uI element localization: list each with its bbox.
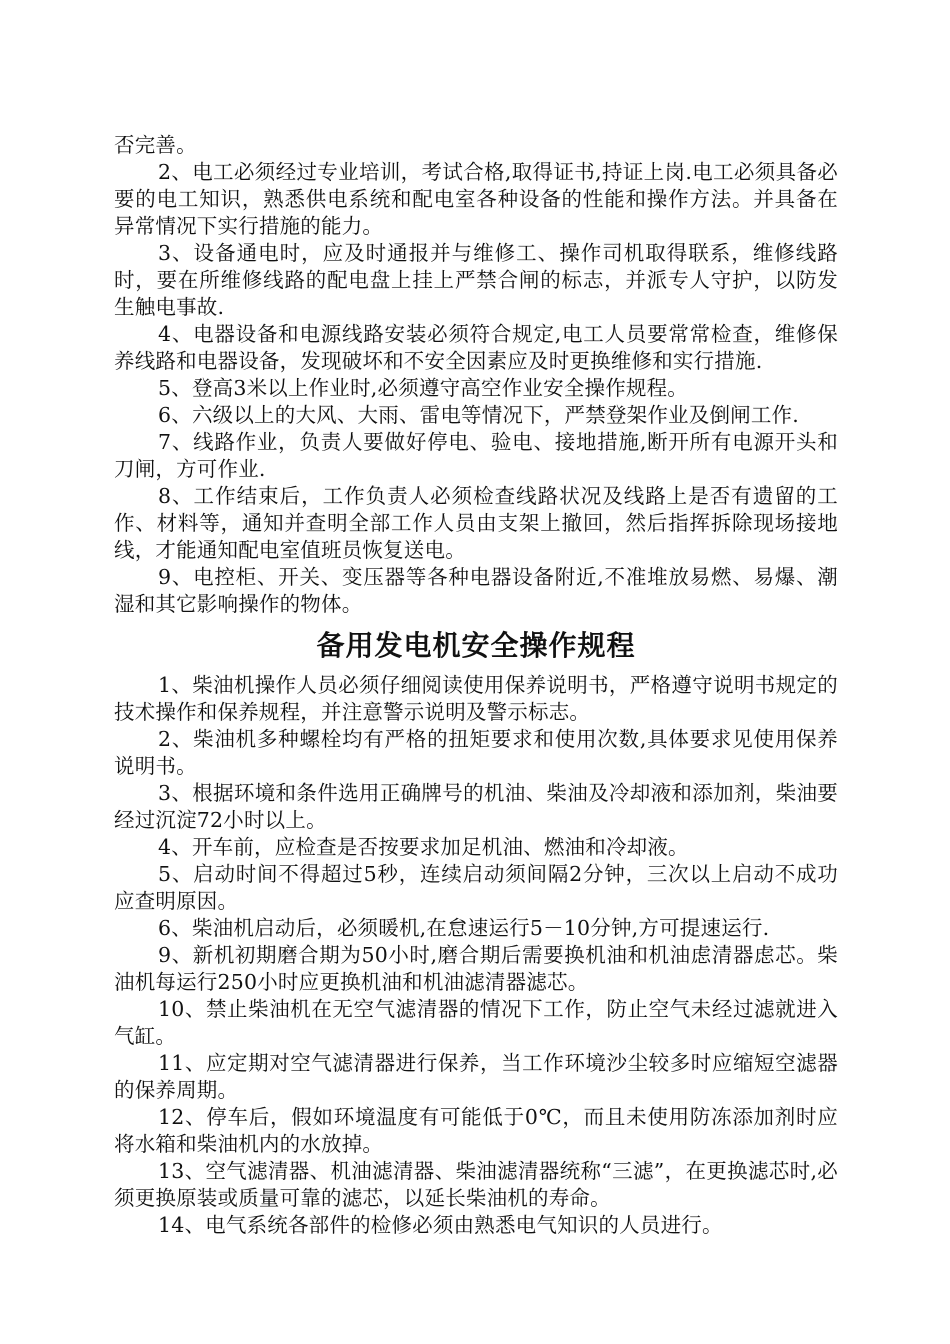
rule-item: 13、空气滤清器、机油滤清器、柴油滤清器统称“三滤”，在更换滤芯时,必须更换原装或质量可靠的滤芯，以延长柴油机的寿命。 bbox=[114, 1159, 838, 1210]
rule-item: 12、停车后，假如环境温度有可能低于0℃，而且未使用防冻添加剂时应将水箱和柴油机内的水放掉。 bbox=[114, 1105, 838, 1156]
rule-item: 4、开车前，应检查是否按要求加足机油、燃油和冷却液。 bbox=[158, 835, 689, 859]
rule-item: 7、线路作业，负责人要做好停电、验电、接地措施,断开所有电源开头和刀闸，方可作业. bbox=[114, 430, 838, 481]
document-body bbox=[114, 132, 838, 1239]
rule-item: 9、新机初期磨合期为50小时,磨合期后需要换机油和机油虑清器虑芯。柴油机每运行250小时应更换机油和机油滤清器滤芯。 bbox=[114, 943, 838, 994]
rule-item: 11、应定期对空气滤清器进行保养，当工作环境沙尘较多时应缩短空滤器的保养周期。 bbox=[114, 1051, 838, 1102]
continued-paragraph: 否完善。 bbox=[114, 133, 197, 157]
rule-item: 9、电控柜、开关、变压器等各种电器设备附近,不准堆放易燃、易爆、潮湿和其它影响操作的物体。 bbox=[114, 565, 838, 616]
rule-item: 14、电气系统各部件的检修必须由熟悉电气知识的人员进行。 bbox=[158, 1213, 723, 1237]
rule-item: 8、工作结束后，工作负责人必须检查线路状况及线路上是否有遗留的工作、材料等，通知并查明全部工作人员由支架上撤回，然后指挥拆除现场接地线，才能通知配电室值班员恢复送电。 bbox=[114, 484, 838, 562]
rule-item: 5、启动时间不得超过5秒，连续启动须间隔2分钟，三次以上启动不成功应查明原因。 bbox=[114, 862, 838, 913]
rule-item: 2、电工必须经过专业培训，考试合格,取得证书,持证上岗.电工必须具备必要的电工知识，熟悉供电系统和配电室各种设备的性能和操作方法。并具备在异常情况下实行措施的能力。 bbox=[114, 160, 838, 238]
rule-item: 10、禁止柴油机在无空气滤清器的情况下工作，防止空气未经过滤就进入气缸。 bbox=[114, 997, 838, 1048]
section-title: 备用发电机安全操作规程 bbox=[316, 629, 636, 662]
rule-item: 6、六级以上的大风、大雨、雷电等情况下，严禁登架作业及倒闸工作. bbox=[158, 403, 799, 427]
rule-item: 3、根据环境和条件选用正确牌号的机油、柴油及冷却液和添加剂，柴油要经过沉淀72小时以上。 bbox=[114, 781, 838, 832]
rule-item: 2、柴油机多种螺栓均有严格的扭矩要求和使用次数,具体要求见使用保养说明书。 bbox=[114, 727, 838, 778]
rule-item: 1、柴油机操作人员必须仔细阅读使用保养说明书，严格遵守说明书规定的技术操作和保养规程，并注意警示说明及警示标志。 bbox=[114, 673, 838, 724]
rule-item: 4、电器设备和电源线路安装必须符合规定,电工人员要常常检查，维修保养线路和电器设备，发现破坏和不安全因素应及时更换维修和实行措施. bbox=[114, 322, 838, 373]
rule-item: 5、登高3米以上作业时,必须遵守高空作业安全操作规程。 bbox=[158, 376, 689, 400]
rule-item: 3、设备通电时，应及时通报并与维修工、操作司机取得联系，维修线路时，要在所维修线路的配电盘上挂上严禁合闸的标志，并派专人守护，以防发生触电事故. bbox=[114, 241, 838, 319]
rule-item: 6、柴油机启动后，必须暖机,在怠速运行5－10分钟,方可提速运行. bbox=[158, 916, 770, 940]
